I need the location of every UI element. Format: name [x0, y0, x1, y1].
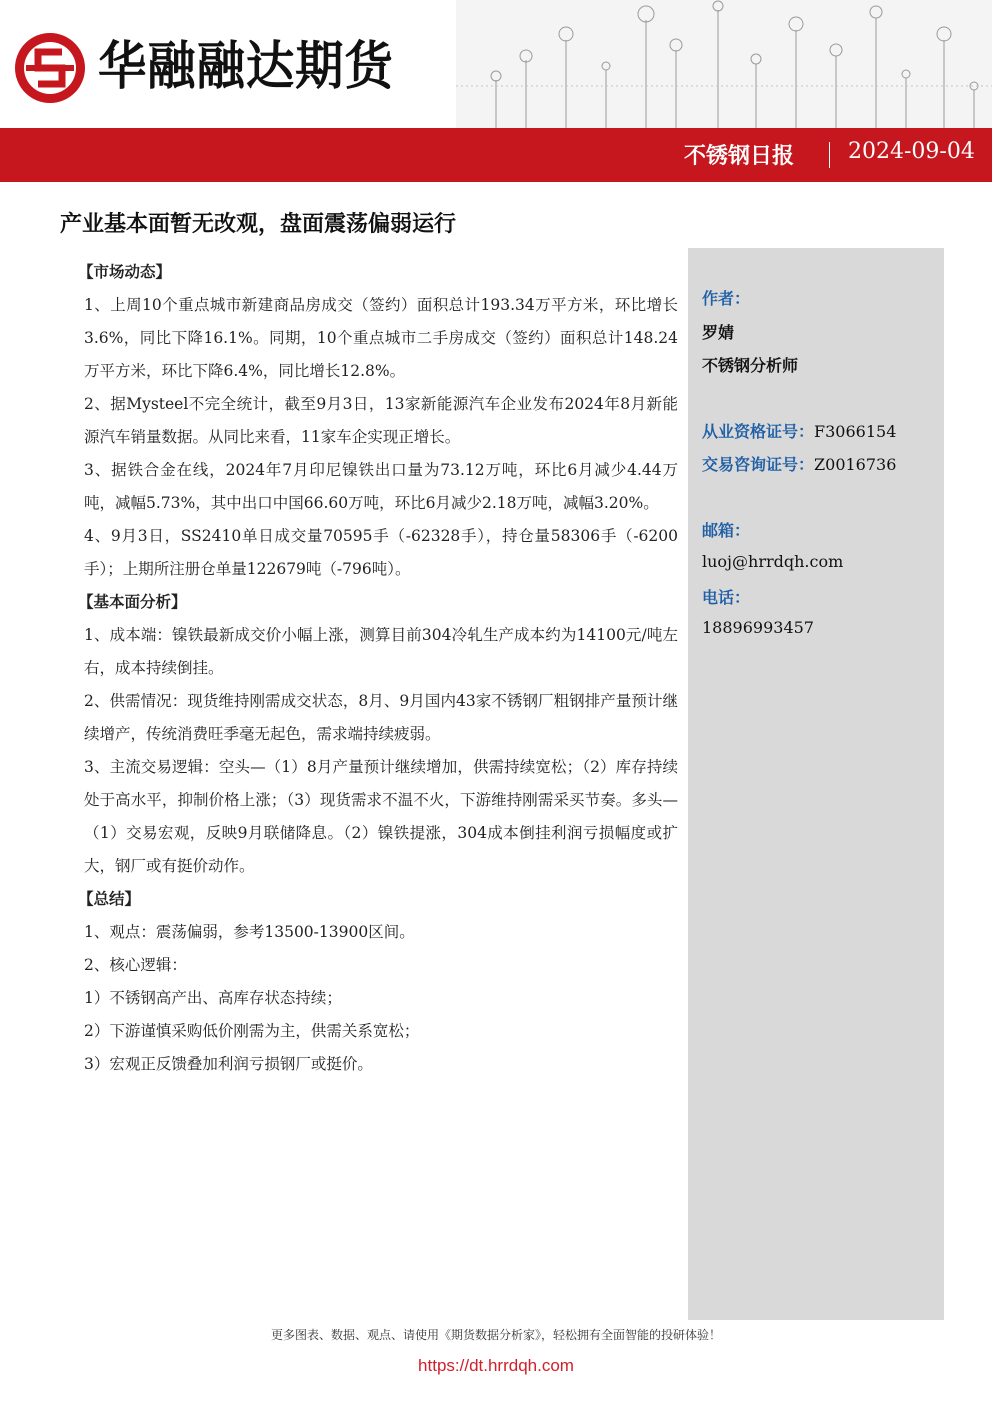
qualification-label: 从业资格证号： — [702, 422, 815, 441]
report-date: 2024-09-04 — [848, 139, 975, 164]
phone-label: 电话： — [702, 588, 751, 607]
footer-link[interactable]: https://dt.hrrdqh.com — [418, 1356, 574, 1375]
report-body — [78, 256, 678, 1081]
report-headline: 产业基本面暂无改观，盘面震荡偏弱运行 — [60, 212, 457, 237]
paragraph: 1、观点：震荡偏弱，参考13500-13900区间。 — [84, 923, 415, 941]
section-title: 【基本面分析】 — [78, 593, 187, 611]
paragraph: 4、9月3日，SS2410单日成交量70595手（-62328手），持仓量58306手（-6200手）；上期所注册仓单量122679吨（-796吨）。 — [84, 527, 678, 578]
report-type: 不锈钢日报 — [683, 144, 794, 169]
qualification-number: F3066154 — [814, 422, 897, 441]
email-label: 邮箱： — [702, 521, 751, 540]
consult-label: 交易咨询证号： — [702, 455, 815, 474]
consult-number: Z0016736 — [814, 455, 897, 474]
author-sidebar — [688, 248, 944, 1320]
paragraph: 1）不锈钢高产出、高库存状态持续； — [84, 989, 342, 1007]
paragraph: 2、核心逻辑： — [84, 956, 187, 974]
company-name: 华融融达期货 — [98, 37, 394, 97]
section-summary — [78, 883, 678, 1081]
qualification-line — [702, 419, 896, 442]
title-separator — [829, 142, 830, 168]
paragraph: 3、主流交易逻辑：空头—（1）8月产量预计继续增加，供需持续宽松；（2）库存持续处于高水平，抑制价格上涨；（3）现货需求不温不火，下游维持刚需采买节奏。多头—（1）交易宏观，反映9月联储降息。（2）镍铁提涨，304成本倒挂利润亏损幅度或扩大，钢厂或有挺价动作。 — [84, 758, 678, 875]
paragraph: 2、供需情况：现货维持刚需成交状态，8月、9月国内43家不锈钢厂粗钢排产量预计继续增产，传统消费旺季毫无起色，需求端持续疲弱。 — [84, 692, 678, 743]
paragraph: 2、据Mysteel不完全统计，截至9月3日，13家新能源汽车企业发布2024年8月新能源汽车销量数据。从同比来看，11家车企实现正增长。 — [84, 395, 678, 446]
consult-line — [702, 452, 896, 475]
paragraph: 3）宏观正反馈叠加利润亏损钢厂或挺价。 — [84, 1055, 373, 1073]
paragraph: 3、据铁合金在线，2024年7月印尼镍铁出口量为73.12万吨，环比6月减少4.44万吨，减幅5.73%，其中出口中国66.60万吨，环比6月减少2.18万吨，减幅3.20%。 — [84, 461, 678, 512]
report-header — [0, 0, 992, 182]
paragraph: 2）下游谨慎采购低价刚需为主，供需关系宽松； — [84, 1022, 420, 1040]
paragraph: 1、上周10个重点城市新建商品房成交（签约）面积总计193.34万平方米，环比增长3.6%，同比下降16.1%。同期，10个重点城市二手房成交（签约）面积总计148.24万平方米，环比下降6.4%，同比增长12.8%。 — [84, 296, 678, 380]
email-value[interactable]: luoj@hrrdqh.com — [702, 552, 844, 571]
paragraph: 1、成本端：镍铁最新成交价小幅上涨，测算目前304冷轧生产成本约为14100元/吨左右，成本持续倒挂。 — [84, 626, 678, 677]
phone-value: 18896993457 — [702, 618, 814, 637]
author-label: 作者： — [702, 289, 751, 308]
section-market — [78, 256, 678, 586]
decorative-pattern — [456, 0, 992, 128]
author-name: 罗婧 — [702, 323, 735, 342]
report-title-band — [0, 128, 992, 182]
author-title: 不锈钢分析师 — [702, 356, 799, 375]
section-title: 【市场动态】 — [78, 263, 172, 281]
section-title: 【总结】 — [78, 890, 141, 908]
footer-note: 更多图表、数据、观点、请使用《期货数据分析家》，轻松拥有全面智能的投研体验！ — [270, 1328, 721, 1342]
section-fundamentals — [78, 586, 678, 883]
company-logo-icon — [12, 30, 88, 106]
